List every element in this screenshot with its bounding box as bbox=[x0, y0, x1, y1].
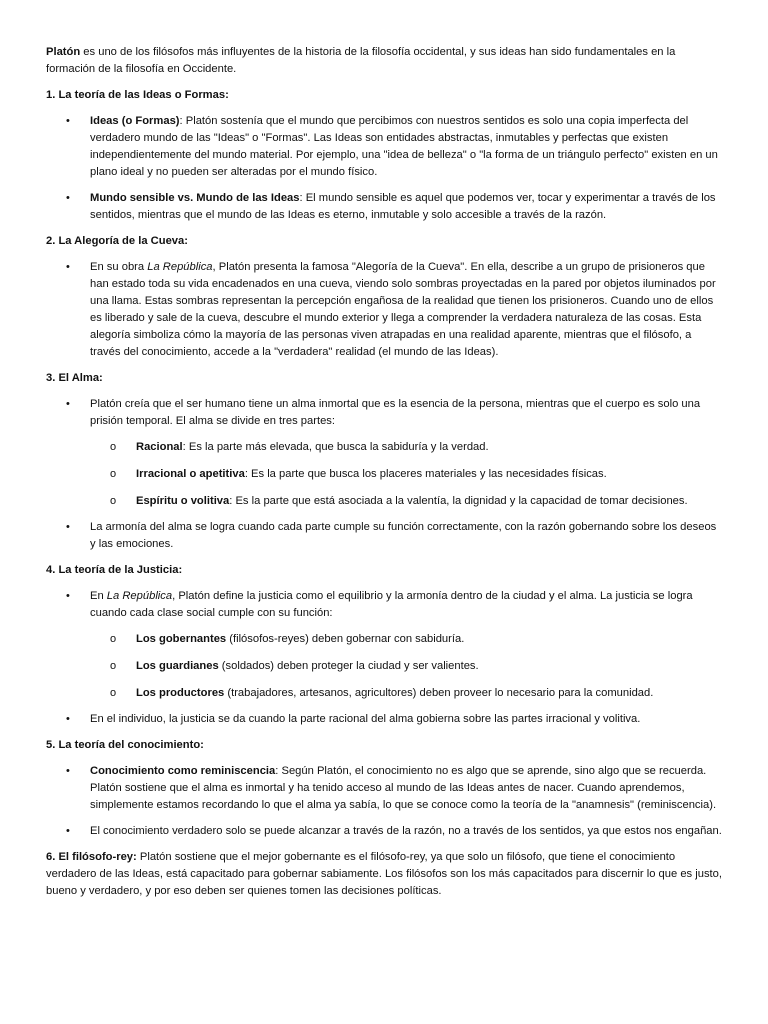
section-6-text: Platón sostiene que el mejor gobernante es el filósofo-rey, ya que solo un filósofo, que tiene el conocimiento verdadero de las Ideas, está capacitado para gobernar sabiamente. Los filósofos son los más capacitados para discernir lo que es justo, bueno y verdadero, y por eso deben ser quienes tomen las decisiones políticas. bbox=[46, 851, 722, 897]
sub-item-text: : Es la parte que está asociada a la valentía, la dignidad y la capacidad de tomar decisiones. bbox=[229, 495, 688, 507]
sub-bullet-icon: o bbox=[110, 468, 117, 480]
sub-list-item bbox=[90, 493, 722, 510]
list-item-text: La armonía del alma se logra cuando cada parte cumple su función correctamente, con la razón gobernando sobre los deseos y las emociones. bbox=[90, 521, 717, 550]
list-item-text: : Platón sostenía que el mundo que percibimos con nuestros sentidos es solo una copia imperfecta del verdadero mundo de las "Ideas" o "Formas". Las Ideas son entidades abstractas, inmutables y perfectas que existen independientemente del mundo material. Por ejemplo, una "idea de belleza" o "la forma de un triángulo perfecto" existen en un plano ideal y no pueden ser alteradas por el mundo físico. bbox=[90, 115, 718, 178]
intro-text: es uno de los filósofos más influyentes de la historia de la filosofía occidental, y sus ideas han sido fundamentales en la formación de la filosofía en Occidente. bbox=[46, 46, 676, 75]
list-item bbox=[46, 711, 722, 728]
list-item-prefix: En bbox=[90, 590, 107, 602]
book-title: La República bbox=[106, 590, 173, 602]
sub-item-bold: Irracional o apetitiva bbox=[136, 468, 245, 480]
section-4-list bbox=[46, 588, 722, 728]
section-3-heading: 3. El Alma: bbox=[46, 372, 103, 384]
bullet-icon: • bbox=[66, 261, 70, 273]
sub-list-item bbox=[90, 466, 722, 483]
list-item-text: En el individuo, la justicia se da cuando la parte racional del alma gobierna sobre las partes irracional y volitiva. bbox=[90, 713, 641, 725]
bullet-icon: • bbox=[66, 590, 70, 602]
intro-bold: Platón bbox=[46, 46, 81, 58]
section-6-paragraph bbox=[46, 849, 722, 900]
section-1-heading: 1. La teoría de las Ideas o Formas: bbox=[46, 89, 229, 101]
list-item bbox=[46, 113, 722, 181]
list-item bbox=[46, 588, 722, 702]
list-item-text: : El mundo sensible es aquel que podemos ver, tocar y experimentar a través de los sentidos, mientras que el mundo de las Ideas es eterno, inmutable y solo accesible a través de la razón. bbox=[90, 192, 716, 221]
list-item-text: , Platón define la justicia como el equilibrio y la armonía dentro de la ciudad y el alma. La justicia se logra cuando cada clase social cumple con su función: bbox=[90, 590, 693, 619]
sub-item-text: (filósofos-reyes) deben gobernar con sabiduría. bbox=[226, 633, 465, 645]
social-classes-list bbox=[90, 631, 722, 702]
bullet-icon: • bbox=[66, 521, 70, 533]
sub-item-bold: Los productores bbox=[136, 687, 225, 699]
list-item bbox=[46, 519, 722, 553]
sub-item-text: : Es la parte más elevada, que busca la sabiduría y la verdad. bbox=[182, 441, 489, 453]
sub-bullet-icon: o bbox=[110, 660, 117, 672]
bullet-icon: • bbox=[66, 398, 70, 410]
bullet-icon: • bbox=[66, 115, 70, 127]
soul-parts-list bbox=[90, 439, 722, 510]
sub-item-text: (soldados) deben proteger la ciudad y ser valientes. bbox=[218, 660, 479, 672]
list-item-text: El conocimiento verdadero solo se puede alcanzar a través de la razón, no a través de los sentidos, ya que estos nos engañan. bbox=[90, 825, 722, 837]
list-item-bold: Conocimiento como reminiscencia bbox=[90, 765, 276, 777]
sub-list-item bbox=[90, 685, 722, 702]
bullet-icon: • bbox=[66, 192, 70, 204]
list-item-bold: Mundo sensible vs. Mundo de las Ideas bbox=[90, 192, 300, 204]
book-title: La República bbox=[147, 261, 213, 273]
section-5-heading: 5. La teoría del conocimiento: bbox=[46, 739, 204, 751]
sub-item-bold: Espíritu o volitiva bbox=[136, 495, 230, 507]
list-item-bold: Ideas (o Formas) bbox=[90, 115, 180, 127]
sub-bullet-icon: o bbox=[110, 633, 117, 645]
section-6-heading: 6. El filósofo-rey: bbox=[46, 851, 137, 863]
section-2-heading: 2. La Alegoría de la Cueva: bbox=[46, 235, 188, 247]
list-item bbox=[46, 396, 722, 510]
section-2-list bbox=[46, 259, 722, 361]
sub-list-item bbox=[90, 658, 722, 675]
sub-item-text: (trabajadores, artesanos, agricultores) deben proveer lo necesario para la comunidad. bbox=[224, 687, 654, 699]
sub-item-bold: Los gobernantes bbox=[136, 633, 227, 645]
sub-list-item bbox=[90, 439, 722, 456]
list-item-text: , Platón presenta la famosa "Alegoría de la Cueva". En ella, describe a un grupo de prisioneros que han estado toda su vida encadenados en una cueva, viendo solo sombras proyectadas en la pared por objetos iluminados por una llama. Estas sombras representan la percepción engañosa de la realidad que tienen los prisioneros. Cuando uno de ellos es liberado y sale de la cueva, descubre el mundo exterior y llega a comprender la verdadera naturaleza de las cosas. Esta alegoría simboliza cómo la mayoría de las personas viven atrapadas en una realidad aparente, mientras que el filósofo, a través del conocimiento, accede a la "verdadera" realidad (el mundo de las Ideas). bbox=[90, 261, 716, 358]
list-item-text: : Según Platón, el conocimiento no es algo que se aprende, sino algo que se recuerda. Platón sostiene que el alma es inmortal y ha tenido acceso al mundo de las Ideas antes de nacer. Cuando aprendemos, simplemente estamos recordando lo que el alma ya sabía, lo que se conoce como la teoría de la "anamnesis" (reminiscencia). bbox=[90, 765, 717, 811]
section-5-list bbox=[46, 763, 722, 840]
sub-bullet-icon: o bbox=[110, 687, 117, 699]
list-item-text: Platón creía que el ser humano tiene un alma inmortal que es la esencia de la persona, mientras que el cuerpo es solo una prisión temporal. El alma se divide en tres partes: bbox=[90, 398, 701, 427]
bullet-icon: • bbox=[66, 825, 70, 837]
bullet-icon: • bbox=[66, 765, 70, 777]
sub-list-item bbox=[90, 631, 722, 648]
list-item bbox=[46, 823, 722, 840]
sub-bullet-icon: o bbox=[110, 441, 117, 453]
section-4-heading: 4. La teoría de la Justicia: bbox=[46, 564, 183, 576]
section-3-list bbox=[46, 396, 722, 553]
intro-paragraph bbox=[46, 44, 722, 78]
sub-item-bold: Los guardianes bbox=[136, 660, 219, 672]
sub-bullet-icon: o bbox=[110, 495, 117, 507]
document-page bbox=[46, 44, 722, 900]
list-item bbox=[46, 259, 722, 361]
list-item-prefix: En su obra bbox=[90, 261, 148, 273]
list-item bbox=[46, 763, 722, 814]
list-item bbox=[46, 190, 722, 224]
section-1-list bbox=[46, 113, 722, 224]
bullet-icon: • bbox=[66, 713, 70, 725]
sub-item-text: : Es la parte que busca los placeres materiales y las necesidades físicas. bbox=[244, 468, 607, 480]
sub-item-bold: Racional bbox=[136, 441, 183, 453]
